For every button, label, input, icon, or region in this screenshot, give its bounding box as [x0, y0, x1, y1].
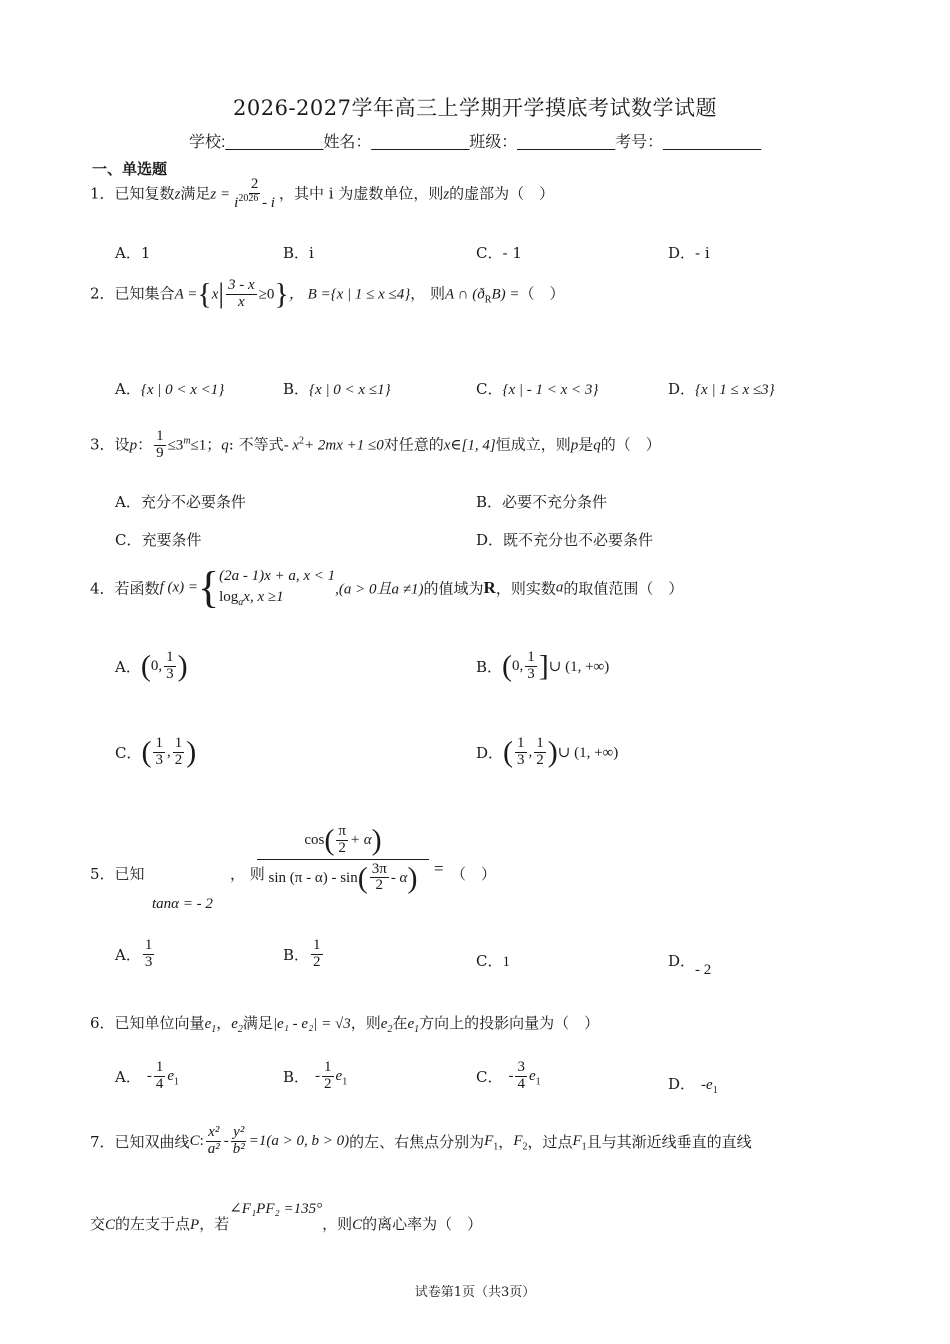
q3-option-d[interactable]: D．既不充分也不必要条件 [476, 531, 654, 549]
vector-e2: $e_2$ [231, 1016, 243, 1035]
question-2: 2．已知集合A ={x| $\frac{3 - x}{x}$ ≥0}， B ={x | 1 ≤ x ≤4}， 则A ∩ $(ð_RB)$ =（ ） [90, 277, 565, 311]
section-heading: 一、单选题 [92, 161, 168, 178]
q5-post: ， 则 [230, 865, 265, 883]
q5-equals: = [434, 859, 444, 878]
question-3: 3．设p： $\frac{1}{9}$ $\le 3^m\le 1$；q: 不等式- $x^2+ 2mx +1 \le 0$对任意的x∈[1, 4]恒成立，则p是q的（ ） [90, 428, 661, 461]
q2-option-a[interactable]: A．{x | 0 < x <1} [115, 380, 225, 398]
question-7-line-2: 交C的左支于点P，若∠F₁PF₂ =135°，则C的离心率为（ ） [90, 1201, 483, 1233]
student-info-line: 学校:___________姓名：___________班级：___________考号：___________ [189, 134, 761, 151]
q6-option-a[interactable]: A． - $\frac{1}{4}$ $e_1$ [115, 1059, 180, 1092]
q5-option-c[interactable]: C．1 [476, 952, 510, 970]
q1-option-b[interactable]: B．i [283, 244, 314, 262]
q4-option-d[interactable]: D．( $\frac{1}{3}$ , $\frac{1}{2}$ )∪ (1, +∞) [476, 735, 619, 769]
page-footer: 试卷第1页（共3页） [414, 1285, 536, 1300]
q2-set-fraction: $\frac{3 - x}{x}$ [228, 277, 255, 310]
q1-option-d[interactable]: D．- i [668, 244, 710, 262]
q4-option-b[interactable]: B．(0, $\frac{1}{3}$ ]∪ (1, +∞) [476, 649, 610, 683]
q4-piecewise: (2a - 1)x + a, x < 1 $\log_ax$, x ≥1 [219, 568, 336, 609]
q5-option-d[interactable]: D．- 2 [668, 952, 712, 978]
page-title: 2026-2027学年高三上学期开学摸底考试数学试题 [233, 96, 717, 120]
question-1: 1．已知复数z满足z = $\frac{2}{i^{2026} - i}$ ，其中 i 为虚数单位，则z的虚部为（ ） [90, 176, 555, 211]
q4-option-c[interactable]: C．( $\frac{1}{3}$ , $\frac{1}{2}$ ) [115, 735, 197, 769]
q4-option-a[interactable]: A．(0, $\frac{1}{3}$ ) [115, 649, 188, 683]
q3-option-c[interactable]: C．充要条件 [115, 531, 202, 549]
q5-fraction [257, 824, 429, 894]
q7-angle: ∠F₁PF₂ =135° [229, 1201, 323, 1217]
q5-given: tanα = - 2 [152, 896, 213, 912]
question-7-line-1: 7．已知双曲线C: $\frac{\text{x²}}{\text{a²}}$ - $\frac{\text{y²}}{\text{b²}}$ =1(a > 0, b > 0)的左、右焦点分别为$F_1$，$F_2$，过点$F_1$且与其渐近线垂直的直线 [90, 1124, 752, 1157]
question-5-label: 5．已知 [90, 865, 145, 883]
q5-option-b[interactable]: B． $\frac{1}{2}$ [283, 937, 321, 970]
vector-e1: $e_1$ [204, 1016, 217, 1035]
q2-option-c[interactable]: C．{x | - 1 < x < 3} [476, 380, 599, 398]
question-4: 4．若函数f (x) ={ (2a - 1)x + a, x < 1 $\log_ax$, x ≥1 ,(a > 0且a ≠1)的值域为R，则实数a的取值范围（ ） [90, 563, 684, 612]
q2-option-b[interactable]: B．{x | 0 < x ≤1} [283, 380, 391, 398]
q6-option-b[interactable]: B． - $\frac{1}{2}$ $e_1$ [283, 1059, 348, 1092]
q3-option-b[interactable]: B．必要不充分条件 [476, 493, 608, 511]
q2-option-d[interactable]: D．{x | 1 ≤ x ≤3} [668, 380, 775, 398]
q1-option-c[interactable]: C．- 1 [476, 244, 522, 262]
q3-option-a[interactable]: A．充分不必要条件 [115, 493, 246, 511]
q5-blank: （ ） [451, 865, 497, 883]
question-6: 6．已知单位向量$e_1$，$e_2$满足|e₁ - e₂| = √3，则$e_2$在$e_1$方向上的投影向量为（ ） [90, 1014, 600, 1035]
q6-option-c[interactable]: C． - $\frac{3}{4}$ $e_1$ [476, 1059, 541, 1092]
q5-numerator: cos( $\frac{\pi}{2}$ + α) [257, 824, 429, 860]
q6-option-d[interactable]: D． $-e_1$ [668, 1075, 718, 1096]
q1-fraction: $\frac{2}{i^{2026} - i}$ [234, 176, 275, 211]
q5-option-a[interactable]: A． $\frac{1}{3}$ [115, 937, 153, 970]
q1-option-a[interactable]: A．1 [115, 244, 151, 262]
q5-denominator: sin (π - α) - sin( $\frac{3\pi}{2}$ - α) [268, 860, 418, 894]
